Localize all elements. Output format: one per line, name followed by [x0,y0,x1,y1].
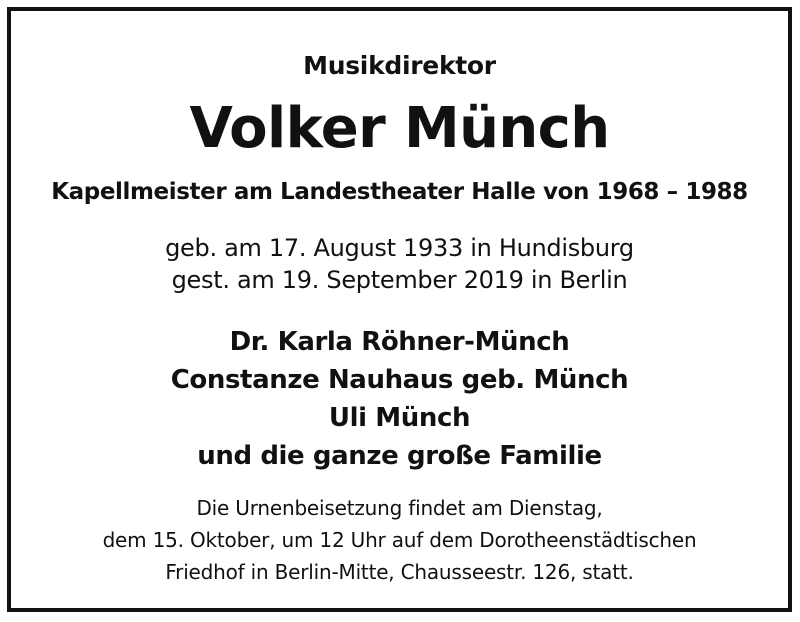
mourner-line: Uli Münch [328,403,471,433]
career-description: Kapellmeister am Landestheater Halle von 1968 – 1988 [51,179,748,205]
mourner-line: Constanze Nauhaus geb. Münch [170,365,629,395]
deceased-name: Volker Münch [189,96,610,161]
mourner-line: und die ganze große Familie [197,441,602,471]
honorific-title: Musikdirektor [303,51,496,80]
death-line: gest. am 19. September 2019 in Berlin [171,266,628,294]
birth-line: geb. am 17. August 1933 in Hundisburg [165,234,634,262]
burial-notice-line: Die Urnenbeisetzung findet am Dienstag, [196,496,603,520]
mourner-line: Dr. Karla Röhner-Münch [229,327,570,357]
burial-notice-line: Friedhof in Berlin-Mitte, Chausseestr. 126, statt. [165,560,634,584]
obituary-notice [7,7,792,612]
burial-notice-line: dem 15. Oktober, um 12 Uhr auf dem Dorotheenstädtischen [102,528,697,552]
